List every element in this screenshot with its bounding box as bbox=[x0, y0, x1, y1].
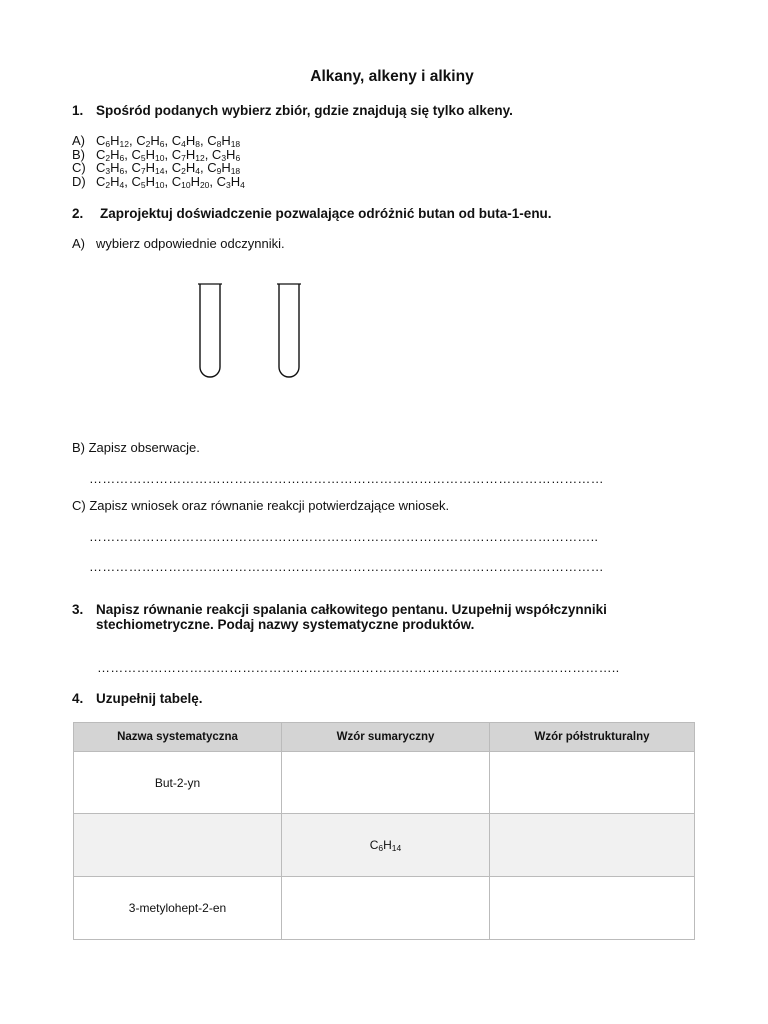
cell-formula-empty[interactable] bbox=[282, 752, 490, 814]
q2-part-a bbox=[72, 236, 285, 251]
page-title: Alkany, alkeny i alkiny bbox=[310, 68, 474, 85]
question-text: Spośród podanych wybierz zbiór, gdzie znajdują się tylko alkeny. bbox=[96, 103, 513, 118]
chemical-formula: $C_3H_6$ bbox=[96, 160, 125, 176]
question-2 bbox=[72, 206, 552, 221]
part-text: wybierz odpowiednie odczynniki. bbox=[96, 236, 285, 251]
question-number: 1. bbox=[72, 103, 84, 118]
cell-name-empty[interactable] bbox=[74, 814, 282, 877]
cell-formula-empty[interactable] bbox=[282, 877, 490, 940]
cell-structure-empty[interactable] bbox=[490, 752, 695, 814]
chemical-formula: $C_3H_4$ bbox=[216, 173, 245, 190]
chemical-formula: $C_2H_4$ bbox=[96, 173, 125, 190]
question-number: 4. bbox=[72, 691, 84, 706]
question-1 bbox=[72, 103, 513, 118]
chemical-formula: $C_6H_{12}$ bbox=[96, 133, 129, 149]
option-a bbox=[72, 134, 245, 148]
table-row bbox=[74, 752, 695, 814]
question-text-line1: Napisz równanie reakcji spalania całkowitego pentanu. Uzupełnij współczynniki bbox=[96, 602, 607, 617]
option-formulas: $C_2H_6$, $C_5H_{10}$, $C_7H_{12}$, $C_3H_6$ bbox=[96, 146, 241, 163]
cell-name: 3-metylohept-2-en bbox=[74, 877, 282, 940]
answer-line-c2[interactable]: ……………………………………………………………………………………………………… bbox=[89, 559, 604, 574]
question-number: 2. bbox=[72, 206, 84, 221]
chemical-formula: $C_5H_{10}$ bbox=[131, 173, 165, 190]
cell-structure-empty[interactable] bbox=[490, 877, 695, 940]
chemical-formula: $C_5H_{10}$ bbox=[131, 146, 165, 163]
chemical-formula: $C_8H_{18}$ bbox=[207, 133, 241, 149]
option-formulas: $C_6H_{12}$, $C_2H_6$, $C_4H_8$, $C_8H_{18}$ bbox=[96, 133, 241, 149]
chemical-formula: $C_{10}H_{20}$ bbox=[171, 173, 210, 190]
option-formulas: $C_3H_6$, $C_7H_{14}$, $C_2H_4$, $C_9H_{18}$ bbox=[96, 160, 241, 176]
chemical-formula: $C_6H_{14}$ bbox=[369, 838, 402, 853]
chemical-formula: $C_4H_8$ bbox=[171, 133, 200, 149]
formula bbox=[370, 838, 402, 852]
answer-line-q3[interactable]: ……………………………………………………………………………………………………….. bbox=[97, 660, 620, 675]
chemical-formula: $C_2H_4$ bbox=[171, 160, 200, 176]
answer-line-c1[interactable]: …………………………………………………………………………………………………….. bbox=[89, 529, 599, 544]
table-header-row bbox=[74, 723, 695, 752]
question-text: Zaprojektuj doświadczenie pozwalające odróżnić butan od buta-1-enu. bbox=[100, 206, 552, 221]
chemical-formula: $C_7H_{14}$ bbox=[131, 160, 165, 176]
q2-part-b: B) Zapisz obserwacje. bbox=[72, 440, 200, 455]
part-label: A) bbox=[72, 236, 85, 251]
option-label: B) bbox=[72, 146, 85, 162]
chemical-formula: $C_2H_6$ bbox=[96, 146, 125, 163]
option-label: A) bbox=[72, 133, 85, 148]
table-row bbox=[74, 814, 695, 877]
table-row bbox=[74, 877, 695, 940]
option-b bbox=[72, 148, 245, 162]
header-name: Nazwa systematyczna bbox=[74, 723, 282, 752]
question-number: 3. bbox=[72, 602, 84, 617]
fill-in-table bbox=[73, 722, 695, 940]
cell-structure-empty[interactable] bbox=[490, 814, 695, 877]
test-tubes-illustration bbox=[190, 276, 310, 384]
option-label: D) bbox=[72, 173, 86, 189]
q2-part-c: C) Zapisz wniosek oraz równanie reakcji potwierdzające wniosek. bbox=[72, 498, 450, 513]
header-structure: Wzór półstrukturalny bbox=[490, 723, 695, 752]
cell-name: But-2-yn bbox=[74, 752, 282, 814]
option-label: C) bbox=[72, 160, 86, 175]
chemical-formula: $C_7H_{12}$ bbox=[171, 146, 205, 163]
option-formulas: $C_2H_4$, $C_5H_{10}$, $C_{10}H_{20}$, $C_3H_4$ bbox=[96, 173, 245, 190]
cell-formula bbox=[282, 814, 490, 877]
question-4 bbox=[72, 691, 203, 706]
chemical-formula: $C_3H_6$ bbox=[211, 146, 241, 163]
option-c bbox=[72, 161, 245, 175]
question-text: Uzupełnij tabelę. bbox=[96, 691, 203, 706]
answer-line-b[interactable]: ……………………………………………………………………………………………………… bbox=[89, 471, 604, 486]
header-formula: Wzór sumaryczny bbox=[282, 723, 490, 752]
question-text-line2: stechiometryczne. Podaj nazwy systematyczne produktów. bbox=[96, 617, 475, 632]
question-3 bbox=[72, 602, 607, 632]
test-tube-left bbox=[200, 284, 220, 377]
test-tube-right bbox=[279, 284, 299, 377]
chemical-formula: $C_2H_6$ bbox=[136, 133, 165, 149]
option-d bbox=[72, 175, 245, 189]
q1-options bbox=[72, 134, 245, 188]
chemical-formula: $C_9H_{18}$ bbox=[207, 160, 241, 176]
